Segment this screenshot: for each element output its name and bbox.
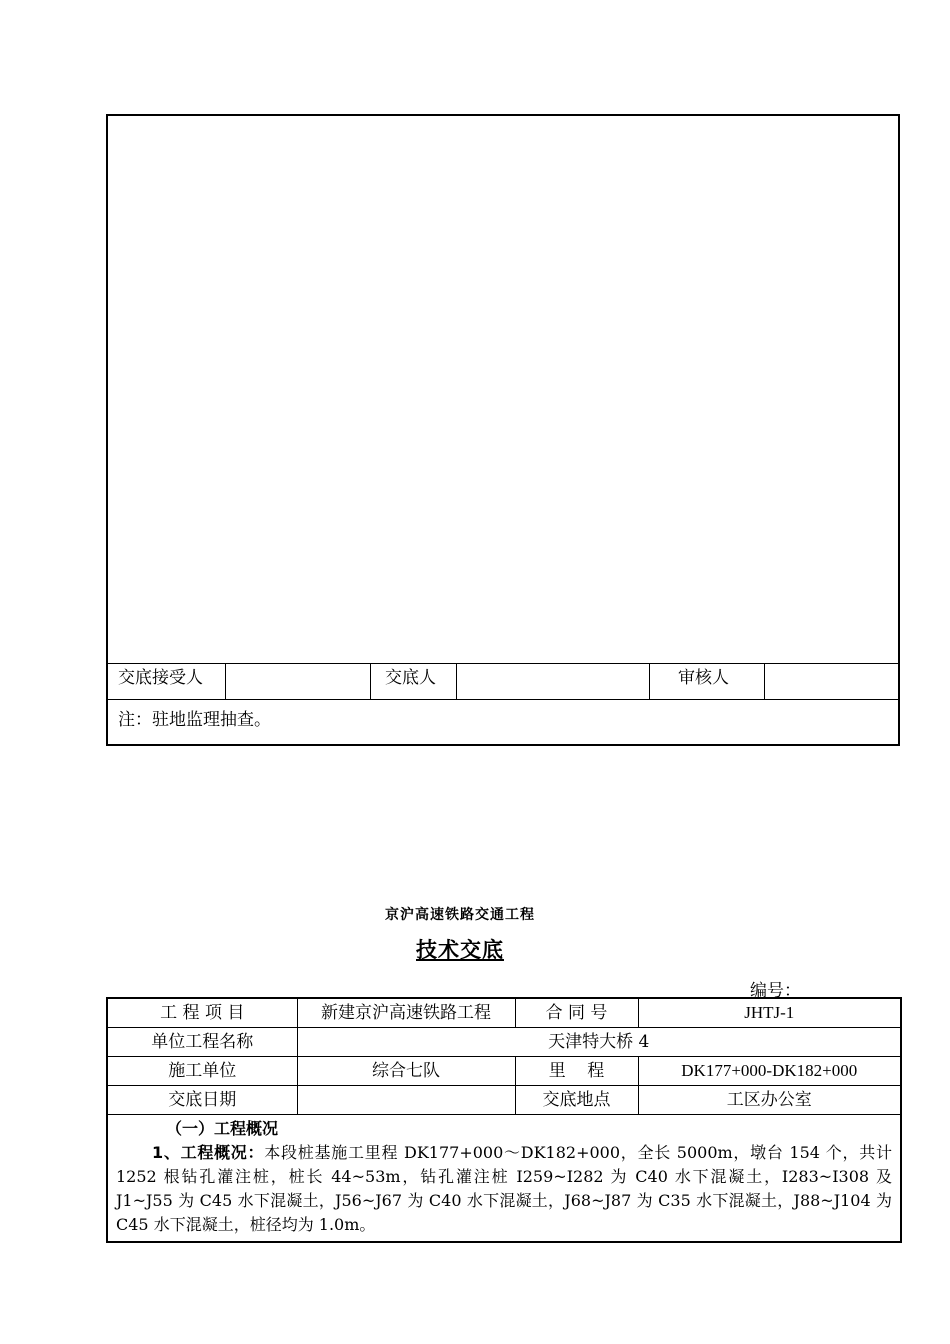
disclosure-info-table bbox=[106, 997, 902, 1243]
construction-unit-value: 综合七队 bbox=[297, 1057, 515, 1086]
disclosure-form-tail bbox=[106, 114, 900, 746]
receiver-label: 交底接受人 bbox=[118, 668, 203, 688]
project-overview-cell bbox=[107, 1115, 901, 1243]
overview-item-text: 本段桩基施工里程 DK177+000～DK182+000，全长 5000m，墩台 154 个，共计 1252 根钻孔灌注桩，桩长 44~53m，钻孔灌注桩 I259~I282 为 C40 水下混凝土，I283~I308 及 J1~J55 为 C45 水下混凝土，J56~J67 为 C40 水下混凝土，J68~J87 为 C35 水下混凝土，J88~J104 为 C45 水下混凝土，桩径均为 1.0m。 bbox=[116, 1143, 892, 1234]
table-row bbox=[107, 998, 901, 1028]
receiver-field[interactable] bbox=[225, 664, 370, 699]
date-field[interactable] bbox=[297, 1086, 515, 1115]
overview-item-heading: 1、工程概况： bbox=[152, 1143, 265, 1162]
project-value: 新建京沪高速铁路工程 bbox=[297, 998, 515, 1028]
note-text: 注：驻地监理抽查。 bbox=[118, 710, 271, 730]
reviewer-label: 审核人 bbox=[649, 664, 764, 699]
reviewer-field[interactable] bbox=[764, 664, 898, 699]
disclosure-content-area bbox=[108, 116, 898, 664]
overview-section-heading: （一）工程概况 bbox=[166, 1119, 279, 1138]
contract-value: JHTJ-1 bbox=[638, 998, 901, 1028]
unit-project-value: 天津特大桥 4 bbox=[297, 1028, 901, 1057]
construction-unit-label: 施工单位 bbox=[107, 1057, 297, 1086]
overview-paragraph bbox=[116, 1141, 892, 1237]
mileage-value: DK177+000-DK182+000 bbox=[638, 1057, 901, 1086]
page-title: 技术交底 bbox=[416, 938, 504, 962]
table-row bbox=[107, 1057, 901, 1086]
mileage-label: 里 程 bbox=[515, 1057, 638, 1086]
project-label: 工 程 项 目 bbox=[107, 998, 297, 1028]
unit-project-label: 单位工程名称 bbox=[107, 1028, 297, 1057]
contract-label: 合 同 号 bbox=[515, 998, 638, 1028]
table-row bbox=[107, 1028, 901, 1057]
discloser-field[interactable] bbox=[456, 664, 649, 699]
discloser-label: 交底人 bbox=[370, 664, 456, 699]
location-value: 工区办公室 bbox=[638, 1086, 901, 1115]
table-row bbox=[107, 1086, 901, 1115]
location-label: 交底地点 bbox=[515, 1086, 638, 1115]
date-label: 交底日期 bbox=[107, 1086, 297, 1115]
project-name: 京沪高速铁路交通工程 bbox=[385, 907, 535, 923]
signature-row bbox=[108, 664, 898, 700]
serial-number-label: 编号： bbox=[750, 981, 801, 1001]
table-row bbox=[107, 1115, 901, 1243]
